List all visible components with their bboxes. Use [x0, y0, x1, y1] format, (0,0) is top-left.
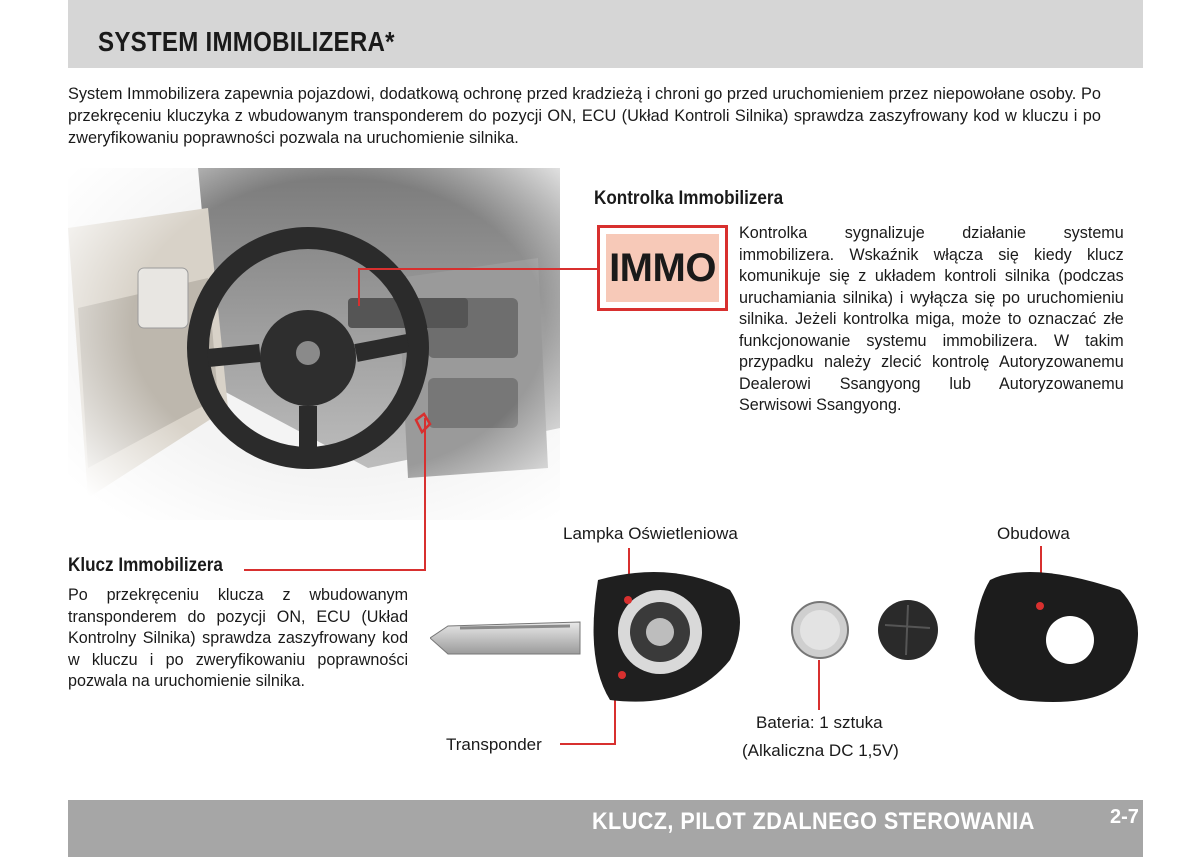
key-parts-photo: [430, 560, 1144, 720]
callout-battery-label: Bateria: 1 sztuka: [756, 713, 883, 732]
callout-line: [560, 743, 616, 745]
immo-lamp: [597, 225, 728, 311]
callout-housing-label: Obudowa: [997, 524, 1070, 543]
callout-line: [358, 268, 598, 270]
callout-line: [244, 569, 426, 571]
callout-lamp-label: Lampka Oświetleniowa: [563, 524, 738, 543]
immo-lamp-label: IMMO: [606, 234, 719, 302]
indicator-description: Kontrolka sygnalizuje działanie systemu immobilizera. Wskaźnik włącza się kiedy klucz komunikuje się z układem kontroli silnika (podczas uruchamiania silnika) i wyłącza się po uruchomieniu silnika. Jeżeli kontrolka miga, może to oznaczać złe funkcjonowanie systemu immobilizera. W takim przypadku należy zlecić kontrolę Autoryzowanemu Dealerowi Ssangyong lub Autoryzowanemu Serwisowi Ssangyong.: [739, 223, 1124, 414]
callout-line: [358, 268, 360, 306]
intro-paragraph: System Immobilizera zapewnia pojazdowi, dodatkową ochronę przed kradzieżą i chroni go przed uruchomieniem przez niepowołane osoby. Po przekręceniu kluczyka z wbudowanym transponderem do pozycji ON, ECU (Układ Kontroli Silnika) sprawdza zaszyfrowany kod w kluczu i po zweryfikowaniu poprawności pozwala na uruchomienie silnika.: [68, 84, 1101, 147]
callout-transponder-label: Transponder: [446, 735, 542, 754]
footer-section-title: KLUCZ, PILOT ZDALNEGO STEROWANIA: [592, 808, 1035, 835]
car-interior-photo: [68, 168, 560, 520]
callout-battery-spec: (Alkaliczna DC 1,5V): [742, 741, 899, 760]
page-title: SYSTEM IMMOBILIZERA*: [98, 26, 395, 57]
indicator-heading: Kontrolka Immobilizera: [594, 188, 784, 209]
key-heading: Klucz Immobilizera: [68, 555, 223, 576]
callout-line: [424, 418, 426, 570]
key-description: Po przekręceniu klucza z wbudowanym transponderem do pozycji ON, ECU (Układ Kontrolny Silnika) sprawdza zaszyfrowany kod w kluczu i po zweryfikowaniu poprawności pozwala na uruchomienie silnika.: [68, 585, 409, 690]
page-number: 2-7: [1110, 806, 1139, 828]
